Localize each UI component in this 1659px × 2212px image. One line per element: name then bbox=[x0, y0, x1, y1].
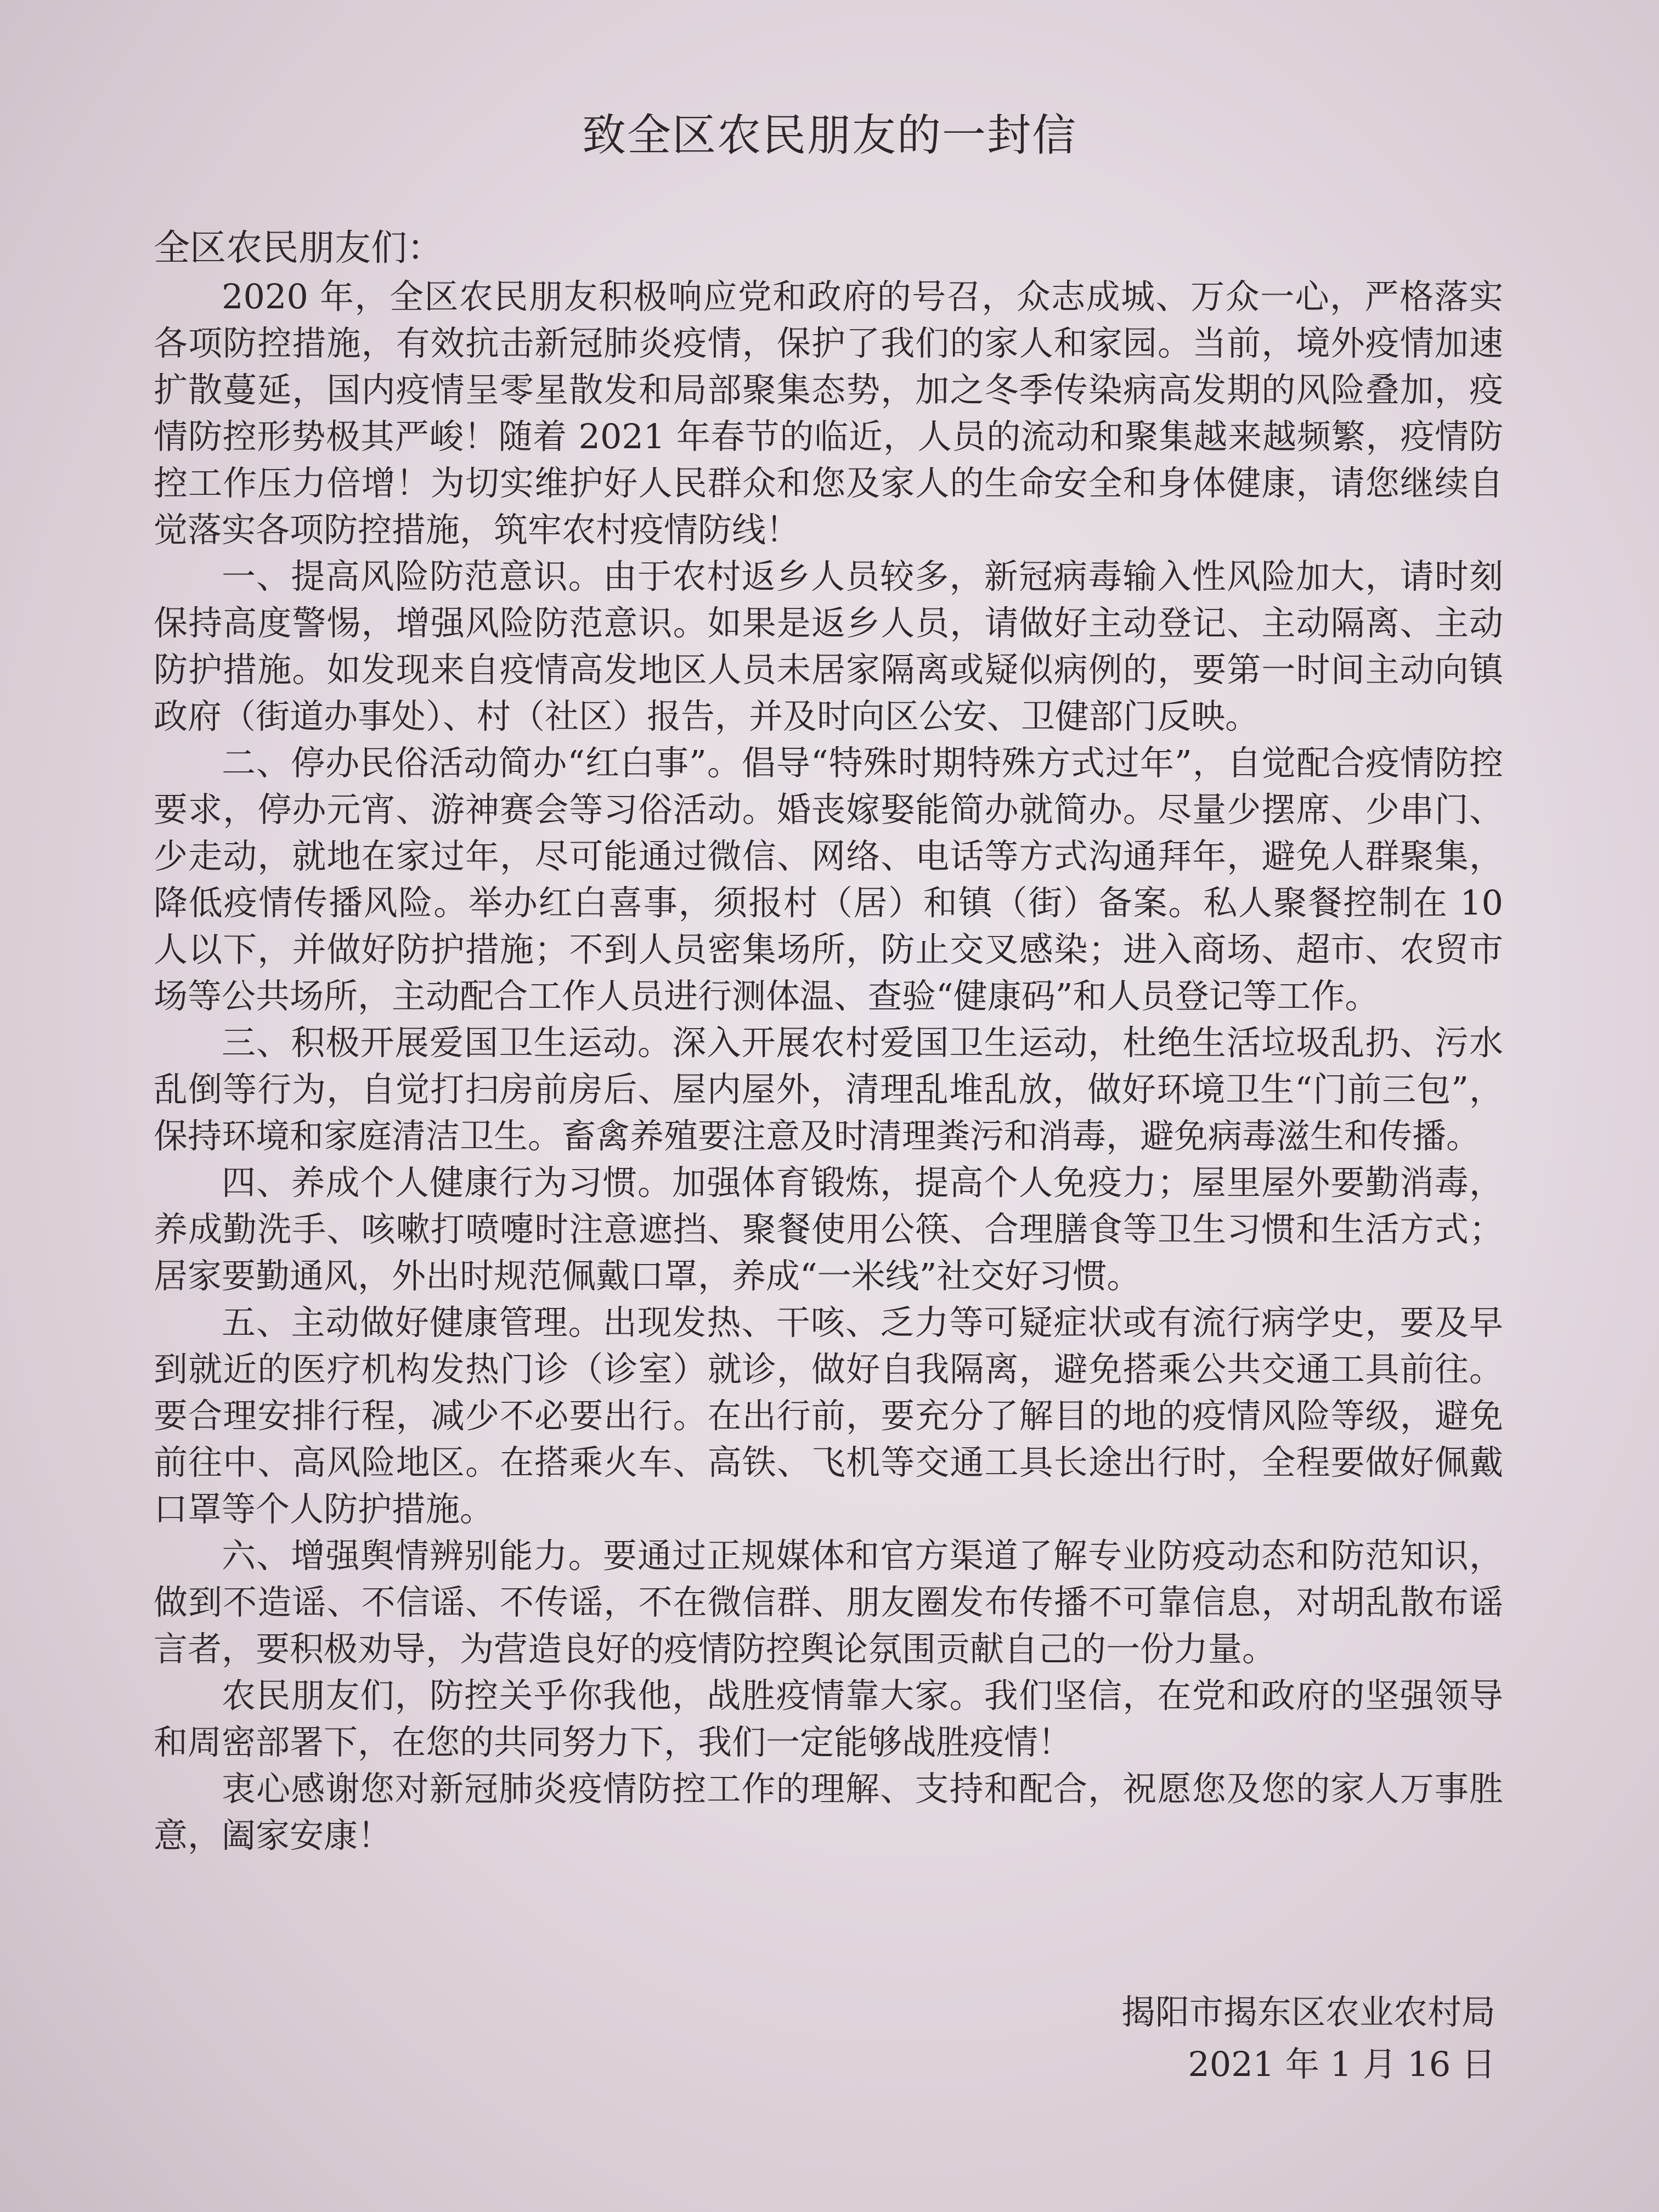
letter-body bbox=[154, 273, 1503, 1859]
letter-salutation: 全区农民朋友们： bbox=[154, 227, 443, 269]
paragraph-health-management: 五、主动做好健康管理。出现发热、干咳、乏力等可疑症状或有流行病学史，要及早到就近的医疗机构发热门诊（诊室）就诊，做好自我隔离，避免搭乘公共交通工具前往。要合理安排行程，减少不必要出行。在出行前，要充分了解目的地的疫情风险等级，避免前往中、高风险地区。在搭乘火车、高铁、飞机等交通工具长途出行时，全程要做好佩戴口罩等个人防护措施。 bbox=[154, 1302, 1503, 1529]
paragraph-thanks: 衷心感谢您对新冠肺炎疫情防控工作的理解、支持和配合，祝愿您及您的家人万事胜意，阖家安康！ bbox=[154, 1769, 1503, 1855]
paragraph-health-habits: 四、养成个人健康行为习惯。加强体育锻炼，提高个人免疫力；屋里屋外要勤消毒，养成勤洗手、咳嗽打喷嚏时注意遮挡、聚餐使用公筷、合理膳食等卫生习惯和生活方式；居家要勤通风，外出时规范佩戴口罩，养成“一米线”社交好习惯。 bbox=[154, 1163, 1503, 1296]
paragraph-risk-awareness: 一、提高风险防范意识。由于农村返乡人员较多，新冠病毒输入性风险加大，请时刻保持高度警惕，增强风险防范意识。如果是返乡人员，请做好主动登记、主动隔离、主动防护措施。如发现来自疫情高发地区人员未居家隔离或疑似病例的，要第一时间主动向镇政府（街道办事处）、村（社区）报告，并及时向区公安、卫健部门反映。 bbox=[154, 556, 1503, 736]
letter-title: 致全区农民朋友的一封信 bbox=[582, 110, 1077, 161]
paragraph-rumor-awareness: 六、增强舆情辨别能力。要通过正规媒体和官方渠道了解专业防疫动态和防范知识，做到不造谣、不信谣、不传谣，不在微信群、朋友圈发布传播不可靠信息，对胡乱散布谣言者，要积极劝导，为营造良好的疫情防控舆论氛围贡献自己的一份力量。 bbox=[154, 1536, 1503, 1669]
paragraph-folk-activities: 二、停办民俗活动简办“红白事”。倡导“特殊时期特殊方式过年”，自觉配合疫情防控要求，停办元宵、游神赛会等习俗活动。婚丧嫁娶能简办就简办。尽量少摆席、少串门、少走动，就地在家过年，尽可能通过微信、网络、电话等方式沟通拜年，避免人群聚集，降低疫情传播风险。举办红白喜事，须报村（居）和镇（街）备案。私人聚餐控制在 10 人以下，并做好防护措施；不到人员密集场所，防止交叉感染；进入商场、超市、农贸市场等公共场所，主动配合工作人员进行测体温、查验“健康码”和人员登记等工作。 bbox=[154, 743, 1503, 1016]
signature-date: 2021 年 1 月 16 日 bbox=[1188, 2044, 1496, 2084]
signature-organization: 揭阳市揭东区农业农村局 bbox=[1121, 1992, 1496, 2032]
paragraph-appeal: 农民朋友们，防控关乎你我他，战胜疫情靠大家。我们坚信，在党和政府的坚强领导和周密部署下，在您的共同努力下，我们一定能够战胜疫情！ bbox=[154, 1675, 1503, 1762]
paragraph-sanitation: 三、积极开展爱国卫生运动。深入开展农村爱国卫生运动，杜绝生活垃圾乱扔、污水乱倒等行为，自觉打扫房前房后、屋内屋外，清理乱堆乱放，做好环境卫生“门前三包”，保持环境和家庭清洁卫生。畜禽养殖要注意及时清理粪污和消毒，避免病毒滋生和传播。 bbox=[154, 1023, 1503, 1156]
paragraph-intro: 2020 年，全区农民朋友积极响应党和政府的号召，众志成城、万众一心，严格落实各项防控措施，有效抗击新冠肺炎疫情，保护了我们的家人和家园。当前，境外疫情加速扩散蔓延，国内疫情呈零星散发和局部聚集态势，加之冬季传染病高发期的风险叠加，疫情防控形势极其严峻！随着 2021 年春节的临近，人员的流动和聚集越来越频繁，疫情防控工作压力倍增！为切实维护好人民群众和您及家人的生命安全和身体健康，请您继续自觉落实各项防控措施，筑牢农村疫情防线！ bbox=[154, 276, 1503, 550]
signature-block bbox=[1121, 1986, 1496, 2090]
